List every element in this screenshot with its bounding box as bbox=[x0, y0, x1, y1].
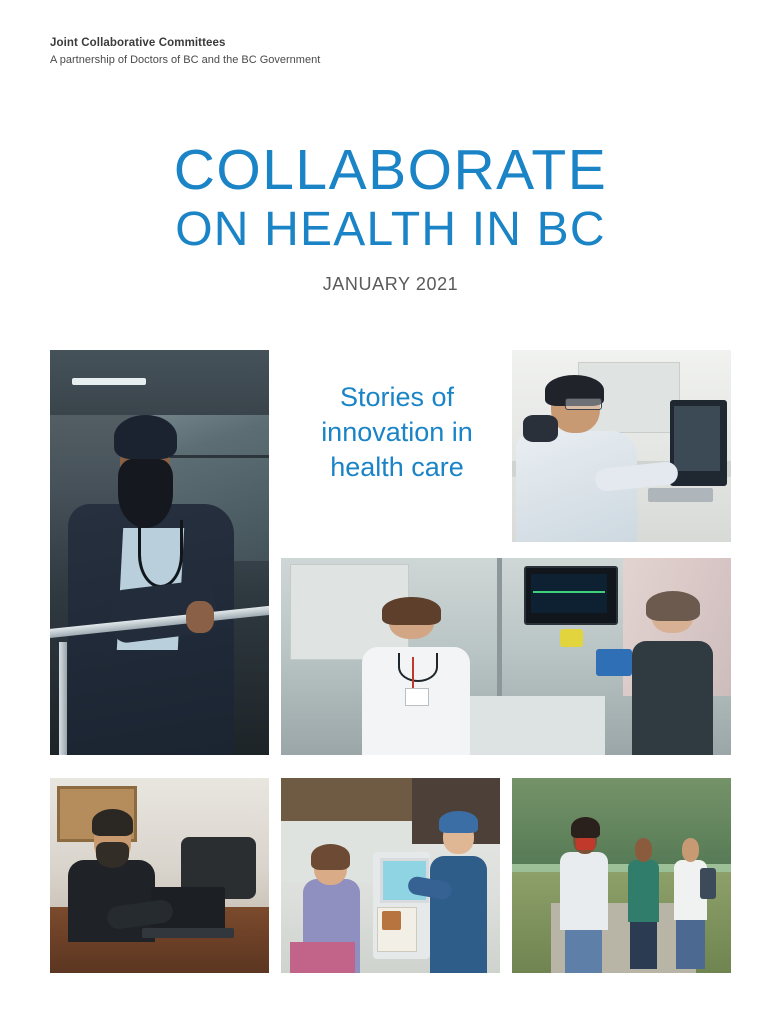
poster-image bbox=[382, 911, 402, 931]
ecg-trace bbox=[533, 591, 605, 593]
person-beard bbox=[96, 842, 129, 867]
stethoscope bbox=[398, 653, 438, 683]
cover-subtitle: Stories of innovation in health care bbox=[321, 382, 473, 482]
blood-pressure-cuff bbox=[596, 649, 632, 677]
walker-1-hair bbox=[571, 817, 599, 838]
photo-scene-masked-walkers bbox=[512, 778, 731, 973]
safety-glasses bbox=[565, 398, 602, 410]
walker-2-legs bbox=[630, 918, 656, 969]
organization-tagline: A partnership of Doctors of BC and the BC Government bbox=[50, 54, 321, 66]
page-title-line-2: ON HEALTH IN BC bbox=[175, 203, 606, 256]
photo-scene-telehealth-visit bbox=[281, 778, 500, 973]
stethoscope bbox=[138, 520, 183, 588]
photo-masked-walkers bbox=[512, 778, 731, 973]
person-hair bbox=[92, 809, 134, 836]
patient-legs bbox=[290, 942, 356, 973]
walker-2-body bbox=[628, 860, 659, 922]
walker-3-legs bbox=[676, 916, 704, 969]
photo-scene-icu-team bbox=[281, 558, 731, 755]
patient-hair bbox=[311, 844, 350, 869]
clinician-body bbox=[430, 856, 487, 973]
photo-icu-team bbox=[281, 558, 731, 755]
ceiling-light bbox=[72, 378, 146, 385]
issue-date: JANUARY 2021 bbox=[322, 274, 459, 294]
photo-clinician-desk bbox=[50, 778, 269, 973]
walker-1-legs bbox=[565, 926, 602, 973]
keyboard bbox=[648, 488, 714, 501]
person-turban bbox=[114, 415, 178, 460]
person-beard bbox=[118, 459, 173, 528]
walker-3-bag bbox=[700, 868, 715, 899]
organization-name: Joint Collaborative Committees bbox=[50, 37, 226, 49]
upper-cabinet bbox=[281, 778, 412, 821]
page-title-line-1: COLLABORATE bbox=[173, 138, 608, 202]
photo-telehealth-visit bbox=[281, 778, 500, 973]
lanyard bbox=[412, 657, 414, 689]
walker-3-head bbox=[682, 838, 700, 861]
photo-scene-clinician-desk bbox=[50, 778, 269, 973]
photo-lab-technician bbox=[512, 350, 731, 542]
cover-title-block bbox=[0, 140, 781, 295]
walker-2-head bbox=[635, 838, 653, 861]
walker-1-body bbox=[560, 852, 608, 930]
document-header bbox=[50, 36, 550, 68]
monitor-screen bbox=[674, 406, 720, 471]
person-b-hair bbox=[646, 591, 700, 621]
person-a-hair bbox=[382, 597, 441, 625]
handrail-post bbox=[59, 642, 67, 755]
person-b-vest bbox=[632, 641, 713, 755]
laptop-keyboard bbox=[142, 928, 234, 938]
photo-doctor-railing bbox=[50, 350, 269, 755]
id-badge bbox=[405, 688, 430, 706]
photo-scene-lab-technician bbox=[512, 350, 731, 542]
glove-box bbox=[560, 629, 583, 647]
face-mask bbox=[523, 415, 558, 442]
walker-1-face-mask bbox=[576, 838, 596, 850]
clinician-headlight bbox=[439, 811, 478, 832]
person-hand bbox=[186, 601, 214, 633]
photo-scene-doctor-railing bbox=[50, 350, 269, 755]
